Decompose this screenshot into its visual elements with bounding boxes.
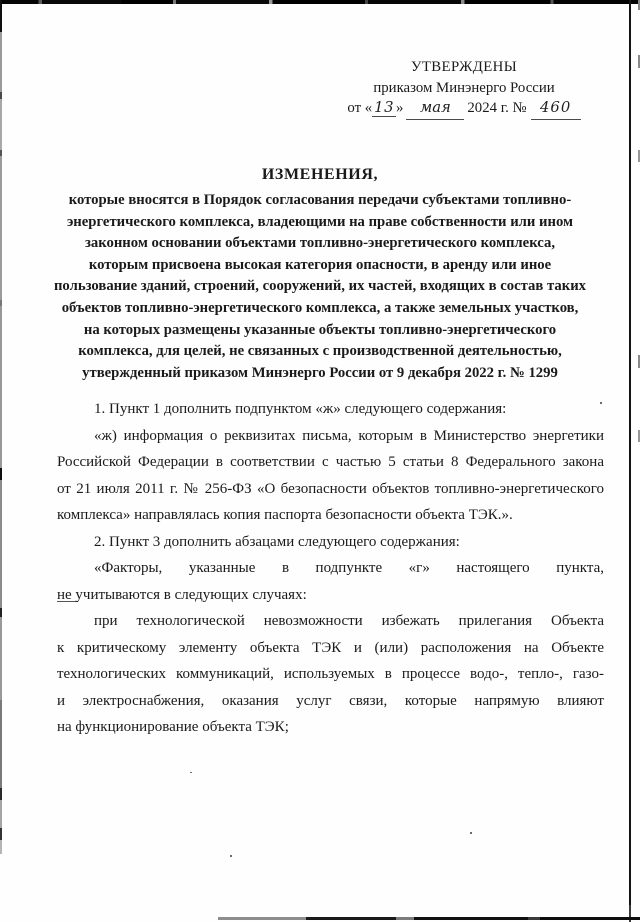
handwritten-day: 13 [374,99,394,116]
body-line: от 21 июля 2011 г. № 256-ФЗ «О безопасности объектов топливно-энергетического [57,480,604,497]
body-line: технологических коммуникаций, используемых в процессе водо-, тепло-, газо- [57,666,604,682]
subtitle-line: которые вносятся в Порядок согласования передачи субъектами топливно- [68,192,572,208]
subtitle-line: комплекса, для целей, не связанных с производственной деятельностью, [78,343,562,360]
subtitle-line: энергетического комплекса, владеющими на праве собственности или ином [66,213,574,230]
body-line: к критическому элементу объекта ТЭК и (или) расположения на Объекте [57,639,604,656]
scan-speck [230,855,232,857]
approval-by-line: приказом Минэнерго России [373,79,555,96]
approval-year-text: 2024 г. № [467,100,527,116]
approval-label: УТВЕРЖДЕНЫ [410,59,518,75]
handwritten-number: 460 [531,98,581,120]
subtitle-line: на которых размещены указанные объекты топливно-энергетического [83,321,557,338]
body-line: 1. Пункт 1 дополнить подпунктом «ж» следующего содержания: [94,401,507,417]
subtitle-line: которым присвоена высокая категория опасности, в аренду или иное [88,256,552,273]
body-line: «ж) информация о реквизитах письма, которым в Министерство энергетики [94,427,604,444]
approval-stamp [318,57,610,120]
scan-speck [470,832,472,834]
body-line: при технологической невозможности избежать прилегания Объекта [94,613,604,629]
body-line: Российской Федерации в соответствии с частью 5 статьи 8 Федерального закона [57,454,604,470]
document-title: ИЗМЕНЕНИЯ, [261,166,379,183]
handwritten-month: мая [406,98,464,120]
scan-edge-bottom [218,917,640,920]
subtitle-line: объектов топливно-энергетического комплекса, а также земельных участков, [61,299,579,316]
body-line: 2. Пункт 3 дополнить абзацами следующего содержания: [94,533,460,550]
document-subtitle [35,190,605,384]
scan-edge-top [0,0,640,4]
subtitle-line: утвержденный приказом Минэнерго России от 9 декабря 2022 г. № 1299 [82,364,558,381]
body-line: «Факторы, указанные в подпункте «г» настоящего пункта, [94,560,604,576]
document-body [57,396,604,741]
body-line: не учитываются в следующих случаях: [57,586,307,603]
subtitle-line: пользование зданий, строений, сооружений, их частей, входящих в состав таких [53,278,587,295]
body-line: комплекса» направлялась копия паспорта безопасности объекта ТЭК.». [57,507,513,523]
scan-edge-right [629,0,631,922]
body-line: и электроснабжения, оказания услуг связи, которые напрямую влияют [57,692,604,709]
subtitle-line: законном основании объектами топливно-энергетического комплекса, [84,235,556,252]
approval-date-prefix: от « [347,100,373,116]
approval-date-line [318,98,610,120]
scan-speck [190,772,192,773]
scan-edge-left [0,0,2,854]
approval-quote-close: » [396,100,404,116]
body-line: на функционирование объекта ТЭК; [57,719,289,735]
